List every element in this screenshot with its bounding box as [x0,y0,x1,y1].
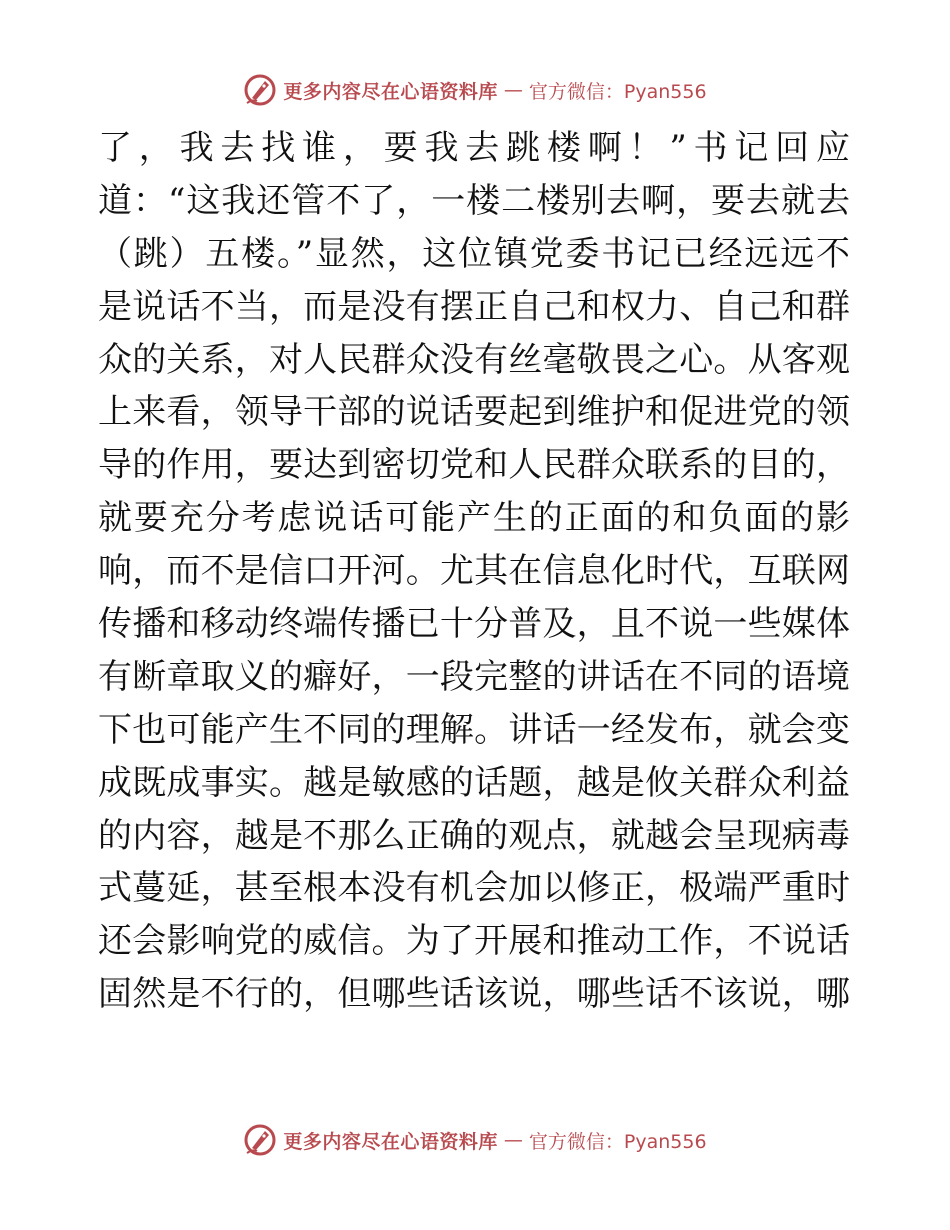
text-line: 式蔓延，甚至根本没有机会加以修正，极端严重时 [98,868,850,909]
text-line: 众的关系，对人民群众没有丝毫敬畏之心。从客观 [98,339,850,380]
text-line: 导的作用，要达到密切党和人民群众联系的目的， [98,445,850,486]
text-line: 响，而不是信口开河。尤其在信息化时代，互联网 [98,551,850,592]
document-body [98,122,850,1021]
text-line: 了，我去找谁，要我去跳楼啊！”书记回应 [98,128,850,168]
text-line: 还会影响党的威信。为了开展和推动工作，不说话 [98,921,850,962]
text-line: 下也可能产生不同的理解。讲话一经发布，就会变 [98,709,850,750]
banner-dash: — [503,1129,523,1151]
text-line: 有断章取义的癖好，一段完整的讲话在不同的语境 [98,656,850,697]
text-line: 传播和移动终端传播已十分普及，且不说一些媒体 [98,604,850,645]
text-line: 的内容，越是不那么正确的观点，就越会呈现病毒 [98,815,850,856]
footer-banner [0,1120,950,1160]
text-line: 就要充分考虑说话可能产生的正面的和负面的影 [98,498,850,539]
banner-main-text: 更多内容尽在心语资料库 [283,1130,498,1153]
pen-nib-circle-logo-icon [243,1123,277,1157]
pen-nib-circle-logo-icon [243,73,277,107]
text-line: 固然是不行的，但哪些话该说，哪些话不该说，哪 [98,974,850,1015]
banner-main-text: 更多内容尽在心语资料库 [283,80,498,103]
banner-wechat-text: 官方微信：Pyan556 [528,80,707,103]
text-line: 成既成事实。越是敏感的话题，越是攸关群众利益 [98,762,850,803]
banner-wechat-text: 官方微信：Pyan556 [528,1130,707,1153]
text-line: （跳）五楼。”显然，这位镇党委书记已经远远不 [98,233,850,274]
header-banner [0,70,950,110]
text-line: 上来看，领导干部的说话要起到维护和促进党的领 [98,392,850,433]
text-line: 是说话不当，而是没有摆正自己和权力、自己和群 [98,286,850,327]
text-line: 道：“这我还管不了，一楼二楼别去啊，要去就去 [98,180,850,221]
banner-dash: — [503,79,523,101]
